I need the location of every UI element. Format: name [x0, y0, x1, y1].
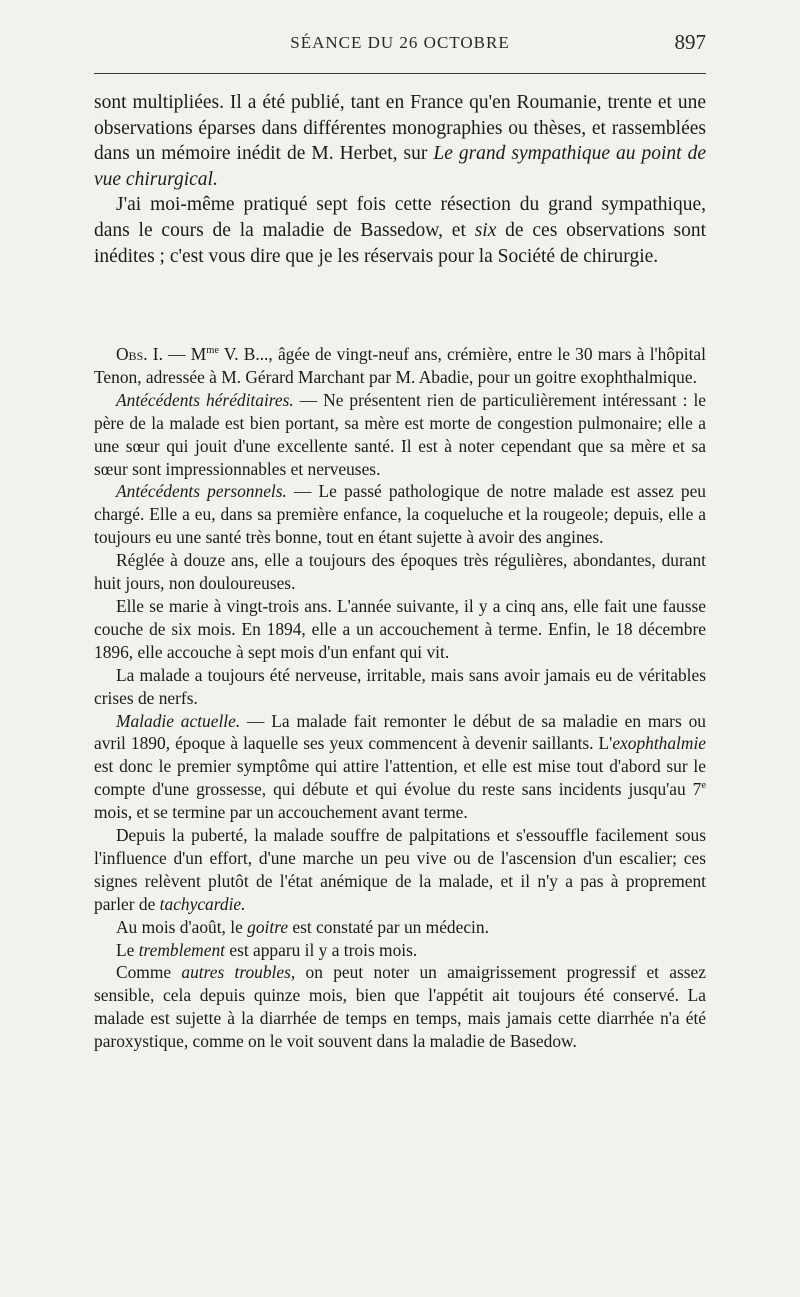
emphasis-six: six [474, 219, 497, 241]
menses-paragraph: Réglée à douze ans, elle a toujours des époques très régulières, abondantes, durant huit jours, non douloureuses. [94, 550, 706, 594]
work-title: Le grand sympathique au point de vue chirurgical. [94, 143, 706, 190]
tremor-paragraph: Le tremblement est apparu il y a trois mois. [116, 939, 418, 960]
intro-paragraph-2: J'ai moi-même pratiqué sept fois cette résection du grand sympathique, dans le cours de la maladie de Bassedow, et six de ces observations sont inédites ; c'est vous dire que je les réservais pour la Société de chirurgie. [94, 194, 706, 267]
running-title: SÉANCE DU 26 OCTOBRE [290, 33, 510, 52]
personal-label: Antécédents personnels. [116, 481, 287, 502]
current-illness-paragraph: Maladie actuelle. — La malade fait remonter le début de sa maladie en mars ou avril 1890, époque à laquelle ses yeux commencent à devenir saillants. L'exophthalmie est donc le premier symptôme qui attire l'attention, et elle est mise tout d'abord sur le compte d'une grossesse, qui débute et qui évolue du reste sans incidents jusqu'au 7e mois, et se termine par un accouchement avant terme. [94, 710, 706, 823]
heredity-paragraph: Antécédents héréditaires. — Ne présentent rien de particulièrement intéressant : le père de la malade est bien portant, sa mère est morte de congestion pulmonaire; elle a une sœur qui jouit d'une excellente santé. Il est à noter cependant que sa mère et sa sœur sont impressionnables et nerveuses. [94, 389, 706, 479]
other-troubles-paragraph: Comme autres troubles, on peut noter un amaigrissement progressif et assez sensible, cela depuis quinze mois, bien que l'appétit ait toujours été conservé. La malade est sujette à la diarrhée de temps en temps, mais jamais cette diarrhée n'a été paroxystique, comme on le voit souvent dans la maladie de Basedow. [94, 962, 706, 1052]
heredity-label: Antécédents héréditaires. [116, 389, 294, 410]
observation-section [94, 343, 706, 1053]
intro-text [94, 90, 706, 269]
puberty-paragraph: Depuis la puberté, la malade souffre de palpitations et s'essouffle facilement sous l'influence d'un effort, d'une marche un peu vive ou de l'ascension d'un escalier; ces signes relèvent plutôt de l'état anémique de la malade, et il n'y a pas à proprement parler de tachycardie. [94, 825, 706, 914]
observation-heading: Obs. I. — $M^{me}$ V. B..., âgée de vingt-neuf ans, crémière, entre le 30 mars à l'hôpital Tenon, adressée à M. Gérard Marchant par M. Abadie, pour un goitre exophthalmique. [94, 344, 706, 387]
observation-label: Obs. I. [116, 344, 163, 364]
page-header [94, 30, 706, 61]
personal-history-paragraph: Antécédents personnels. — Le passé pathologique de notre malade est assez peu chargé. Elle a eu, dans sa première enfance, la coqueluche et la rougeole; depuis, elle a toujours eu une santé très bonne, tout en étant sujette à avoir des angines. [94, 481, 706, 548]
page-number: 897 [674, 30, 706, 54]
goitre-paragraph: Au mois d'août, le goitre est constaté par un médecin. [116, 916, 489, 937]
header-rule [94, 73, 706, 74]
intro-paragraph-1: sont multipliées. Il a été publié, tant en France qu'en Roumanie, trente et une observations éparses dans différentes monographies ou thèses, et rassemblées dans un mémoire inédit de M. Herbet, sur Le grand sympathique au point de vue chirurgical. [94, 92, 706, 190]
nervous-paragraph: La malade a toujours été nerveuse, irritable, mais sans avoir jamais eu de véritables crises de nerfs. [94, 664, 706, 708]
marriage-paragraph: Elle se marie à vingt-trois ans. L'année suivante, il y a cinq ans, elle fait une fausse couche de six mois. En 1894, elle a un accouchement à terme. Enfin, le 18 décembre 1896, elle accouche à sept mois d'un enfant qui vit. [94, 595, 706, 662]
current-label: Maladie actuelle. [116, 710, 241, 731]
